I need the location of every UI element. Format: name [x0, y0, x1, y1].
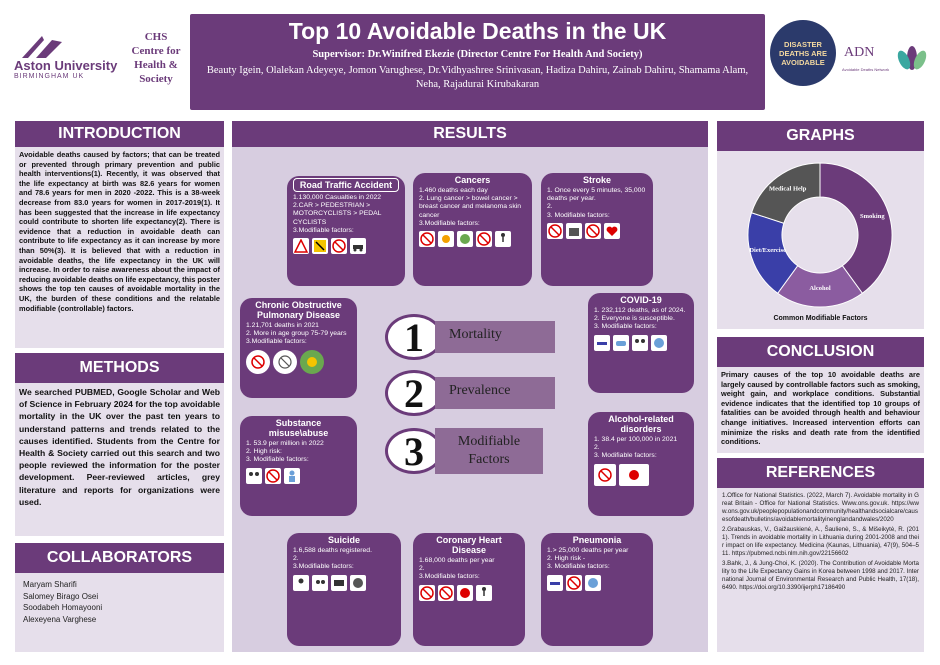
- number-two: 2: [385, 370, 443, 416]
- aston-logo: [14, 36, 124, 86]
- collaborator-name: Soodabeh Homayooni: [23, 603, 103, 612]
- results-heading: RESULTS: [232, 121, 708, 147]
- card-title: Road Traffic Accident: [293, 178, 399, 192]
- vaccine-icon: [547, 575, 563, 591]
- seatbelt-icon: [312, 238, 328, 254]
- people-icon: [632, 335, 648, 351]
- slice-label: Diet/Exercise: [749, 246, 787, 254]
- center-label-modifiable: Modifiable Factors: [435, 428, 543, 474]
- collaborators-heading: COLLABORATORS: [15, 543, 224, 573]
- card-title: Pneumonia: [547, 535, 647, 545]
- lotus-logo: [894, 44, 930, 72]
- healthy-diet-icon: [457, 585, 473, 601]
- chart-caption: Common Modifiable Factors: [773, 315, 868, 322]
- supervisor-line: Supervisor: Dr.Winifred Ekezie (Director Centre For Health And Society): [312, 49, 643, 60]
- card-road-traffic: Road Traffic Accident 1.130,000 Casualties in 2022 2.CAR > PEDESTRIAN > MOTORCYCLISTS > PEDAL CYCLISTS 3.Modifiable factors:: [287, 176, 405, 286]
- collaborator-name: Alexeyena Varghese: [23, 614, 97, 624]
- no-pollution-icon: [273, 350, 297, 374]
- methods-heading: METHODS: [15, 353, 224, 383]
- handwash-icon: [651, 335, 667, 351]
- card-title: Suicide: [293, 535, 395, 545]
- conclusion-heading: CONCLUSION: [717, 337, 924, 367]
- exercise-icon: [476, 585, 492, 601]
- slice-label: Medical Help: [768, 185, 807, 193]
- no-smoking-icon: [547, 223, 563, 239]
- card-copd: Chronic Obstructive Pulmonary Disease 1.21,701 deaths in 2021 2. More in age group 75-79 years 3.Modifiable factors:: [240, 298, 357, 398]
- conclusion-text: Primary causes of the top 10 avoidable deaths are largely caused by controllable factors such as smoking, weight gain, and workplace conditions. Substantial evidence indicates that the identified top 10 groups of fatalities can be avoided through health and behaviour change initiatives. Increased intervention efforts can minimize the risks and death rate from the identified conditions.: [717, 367, 924, 453]
- slice-medical-help: [752, 163, 820, 223]
- graph-panel: [717, 151, 924, 329]
- university-city: BIRMINGHAM UK: [14, 73, 85, 80]
- no-drugs-icon: [265, 468, 281, 484]
- reference-item: 3.Bahk, J., & Jung-Choi, K. (2020). The Contribution of Avoidable Mortality to the Life Expectancy Gains in Korea between 1998 and 2017. International Journal of Environmental Research and Public Health, 17(18), 6490. https://doi.org/10.3390/ijerph17186490: [722, 560, 919, 591]
- center-item-modifiable: [385, 428, 543, 474]
- healthy-diet-icon: [619, 464, 649, 486]
- no-alcohol-icon: [594, 464, 616, 486]
- card-cancers: Cancers 1.460 deaths each day 2. Lung cancer > bowel cancer > breast cancer and melanoma skin cancer 3.Modifiable factors:: [413, 173, 532, 286]
- card-title: Substance misuse\abuse: [246, 418, 351, 438]
- methods-text: We searched PUBMED, Google Scholar and Web of Science in February 2024 for the top avoidable mortality in the UK over the past ten years to understand patterns and trends related to the causes identified. Students from the Centre for Health & Society carried out this search and two people reviewed the information for the poster development. Peer-reviewed articles, grey literature and reports for organizations were used.: [15, 383, 224, 536]
- food-icon: [457, 231, 473, 247]
- scale-icon: [566, 223, 582, 239]
- svg-text:ADN: ADN: [844, 45, 875, 60]
- card-title: Coronary Heart Disease: [419, 535, 519, 555]
- graphs-heading: GRAPHS: [717, 121, 924, 151]
- references-heading: REFERENCES: [717, 458, 924, 488]
- stop-pollution-icon: [300, 350, 324, 374]
- partner-logo: ADN Avoidable Deaths Network: [842, 45, 890, 72]
- no-alcohol-icon: [585, 223, 601, 239]
- card-title: Chronic Obstructive Pulmonary Disease: [246, 300, 351, 320]
- card-chd: Coronary Heart Disease 1.68,000 deaths per year 2. 3.Modifiable factors:: [413, 533, 525, 646]
- no-phone-icon: [331, 238, 347, 254]
- disaster-badge: DISASTER DEATHS ARE AVOIDABLE: [770, 20, 836, 86]
- reference-item: 2.Grabauskas, V., Gaižauskienė, A., Šaulienė, S., & Mišeikytė, R. (2011). Trends in avoidable mortality in Lithuania during 2001-2008 and their impact on life expectancy. Medicina (Kaunas, Lithuania), 47(9), 504–511. https://pubmed.ncbi.nlm.nih.gov/22156602: [722, 526, 919, 557]
- collaborator-name: Maryam Sharifi: [23, 580, 77, 589]
- car-icon: [350, 238, 366, 254]
- heart-icon: [604, 223, 620, 239]
- vaccine-icon: [594, 335, 610, 351]
- reference-item: 1.Office for National Statistics. (2022, March 7). Avoidable mortality in Great Britain - Office for National Statistics. Www.ons.gov.uk. https://www.ons.gov.uk/peoplepopulationandcommunity/healthandsocialcare/causesofdeath/bulletins/avoidablemortalityinenglandandwales/2020: [722, 492, 919, 523]
- people-icon: [246, 468, 262, 484]
- poster-title: Top 10 Avoidable Deaths in the UK: [288, 18, 667, 44]
- title-banner: [190, 14, 765, 110]
- card-title: Alcohol-related disorders: [594, 414, 688, 434]
- card-covid: COVID-19 1. 232,112 deaths, as of 2024. 2. Everyone is susceptible. 3. Modifiable factors:: [588, 293, 694, 393]
- sun-icon: [438, 231, 454, 247]
- card-title: Cancers: [419, 175, 526, 185]
- no-smoking-icon: [246, 350, 270, 374]
- card-suicide: Suicide 1.6,588 deaths registered. 2. 3.Modifiable factors:: [287, 533, 401, 646]
- no-alcohol-icon: [438, 585, 454, 601]
- mask-icon: [613, 335, 629, 351]
- card-alcohol: Alcohol-related disorders 1. 38.4 per 100,000 in 2021 2. 3. Modifiable factors:: [588, 412, 694, 516]
- center-label-prevalence: Prevalence: [435, 377, 555, 409]
- university-name: Aston University: [14, 58, 118, 73]
- handwash-icon: [585, 575, 601, 591]
- help-icon: [331, 575, 347, 591]
- introduction-heading: INTRODUCTION: [15, 121, 224, 147]
- authors-line: Beauty Igein, Olalekan Adeyeye, Jomon Varughese, Dr.Vidhyashree Srinivasan, Hadiza Dahiru, Zainab Dahiru, Shamama Alam, Neha, Rajadurai Kirubakaran: [206, 65, 749, 90]
- slice-label: Alcohol: [809, 285, 831, 292]
- modifiable-factors-chart: [717, 151, 924, 311]
- no-smoking-icon: [419, 585, 435, 601]
- number-one: 1: [385, 314, 443, 360]
- references-list: [717, 488, 924, 652]
- collaborators-list: [15, 573, 224, 652]
- no-smoking-icon: [566, 575, 582, 591]
- center-label-mortality: Mortality: [435, 321, 555, 353]
- card-substance: Substance misuse\abuse 1. 53.9 per million in 2022 2. High risk: 3. Modifiable factors:: [240, 416, 357, 516]
- no-alcohol-icon: [476, 231, 492, 247]
- card-stroke: Stroke 1. Once every 5 minutes, 35,000 deaths per year. 2. 3. Modifiable factors:: [541, 173, 653, 286]
- warning-sign-icon: [293, 238, 309, 254]
- card-title: COVID-19: [594, 295, 688, 305]
- exercise-icon: [495, 231, 511, 247]
- doctor-icon: [284, 468, 300, 484]
- introduction-text: Avoidable deaths caused by factors; that can be treated or prevented through primary prevention and public health interventions(1). Recently, it was observed that the life expectancy at birth was 82.6 years for women and 78.6 years for men in 2020 -2022. This is a 38-week decrease from 83.0 years for women in 2017-2019(1). It has been suggested that the increase in life expectancy could contribute to shorten life expectancy(2). There is evidence that a reduction in avoidable death can contribute to life expectancy as it can increase by more than 50%(3). It is believed that with a reduction in avoidable deaths, the life expectancy in the UK will increase. In order to raise awareness about the impact of reducing avoidable deaths on life expectancy, this poster shows the top ten causes of avoidable mortality in the UK, the burden of these conditions and the relatable modifiable (controllable) factors.: [15, 147, 224, 348]
- center-item-prevalence: [385, 370, 555, 416]
- slice-label: Smoking: [860, 213, 885, 221]
- card-pneumonia: Pneumonia 1.> 25,000 deaths per year 2. High risk - 3. Modifiable factors:: [541, 533, 653, 646]
- talk-icon: [312, 575, 328, 591]
- centre-name: CHS Centre for Health & Society: [131, 31, 181, 85]
- collaborator-name: Salomey Birago Osei: [23, 591, 99, 601]
- loneliness-icon: [293, 575, 309, 591]
- support-icon: [350, 575, 366, 591]
- card-title: Stroke: [547, 175, 647, 185]
- number-three: 3: [385, 428, 443, 474]
- center-item-mortality: [385, 314, 555, 360]
- no-smoking-icon: [419, 231, 435, 247]
